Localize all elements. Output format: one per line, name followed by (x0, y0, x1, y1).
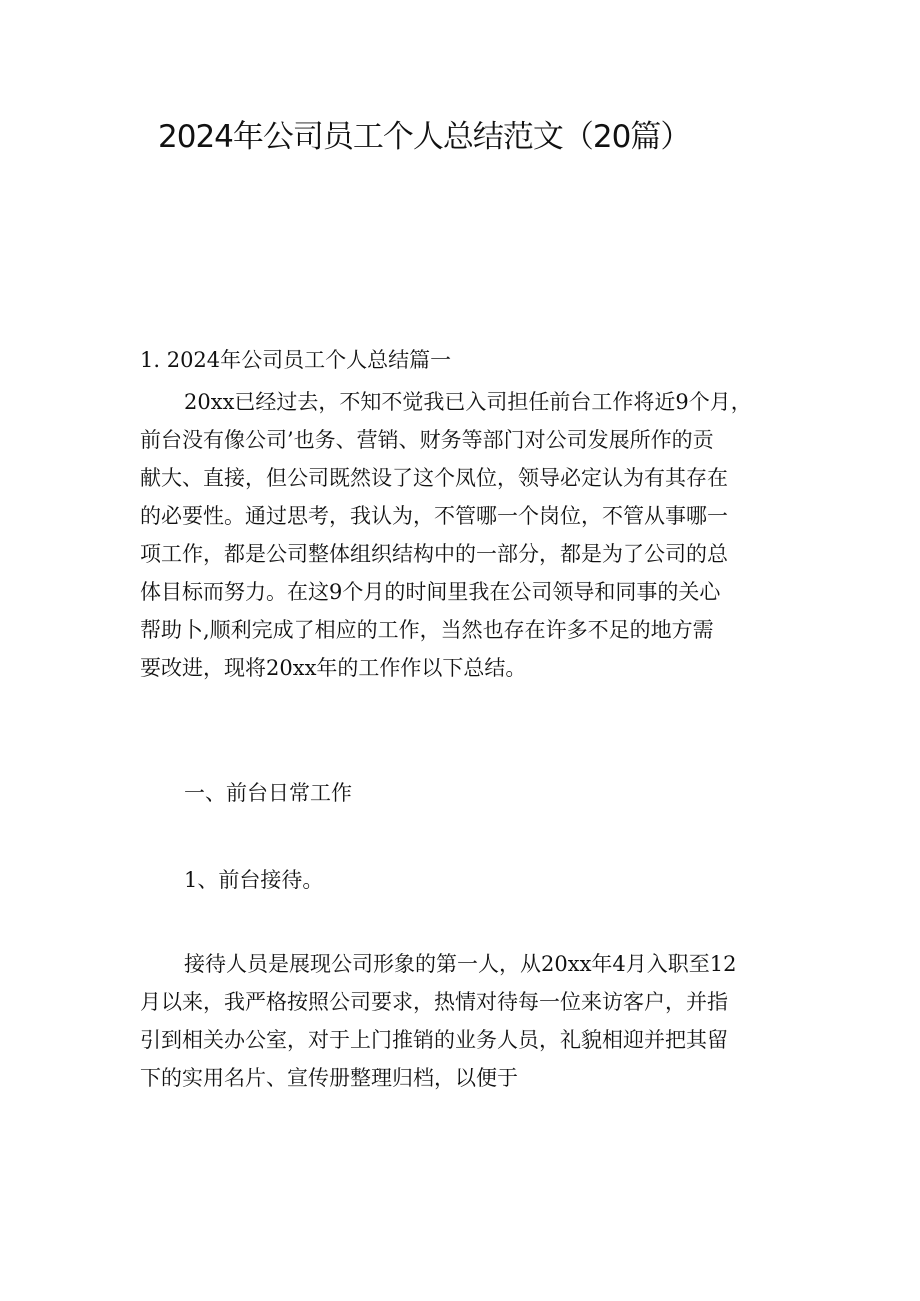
subheading-daily-work: 一、前台日常工作 (184, 781, 352, 805)
paragraph-line: 接待人员是展现公司形象的第一人，从20xx年4月入职至12 (184, 952, 737, 976)
paragraph-line: 项工作，都是公司整体组织结构中的一部分，都是为了公司的总 (140, 542, 728, 566)
paragraph-reception (140, 945, 780, 1097)
paragraph-line: 引到相关办公室，对于上门推销的业务人员，礼貌相迎并把其留 (140, 1028, 728, 1052)
paragraph-line: 帮助卜,顺利完成了相应的工作，当然也存在许多不足的地方需 (140, 618, 714, 642)
subheading-reception: 1、前台接待。 (184, 868, 324, 892)
paragraph-line: 的必要性。通过思考，我认为，不管哪一个岗位，不管从事哪一 (140, 504, 728, 528)
paragraph-line: 下的实用名片、宣传册整理归档，以便于 (140, 1066, 518, 1090)
paragraph-line: 献大、直接，但公司既然设了这个凤位，领导必定认为有其存在 (140, 466, 728, 490)
document-title: 2024年公司员工个人总结范文（20篇） (158, 119, 691, 155)
paragraph-intro (140, 383, 780, 687)
paragraph-line: 体目标而努力。在这9个月的时间里我在公司领导和同事的关心 (140, 580, 721, 604)
paragraph-line: 前台没有像公司’也务、营销、财务等部门对公司发展所作的贡 (140, 428, 714, 452)
section-heading: 1. 2024年公司员工个人总结篇一 (140, 348, 452, 372)
paragraph-line: 要改进，现将20xx年的工作作以下总结。 (140, 656, 527, 680)
paragraph-line: 月以来，我严格按照公司要求，热情对待每一位来访客户，并指 (140, 990, 728, 1014)
paragraph-line: 20xx已经过去，不知不觉我已入司担任前台工作将近9个月， (184, 390, 752, 414)
